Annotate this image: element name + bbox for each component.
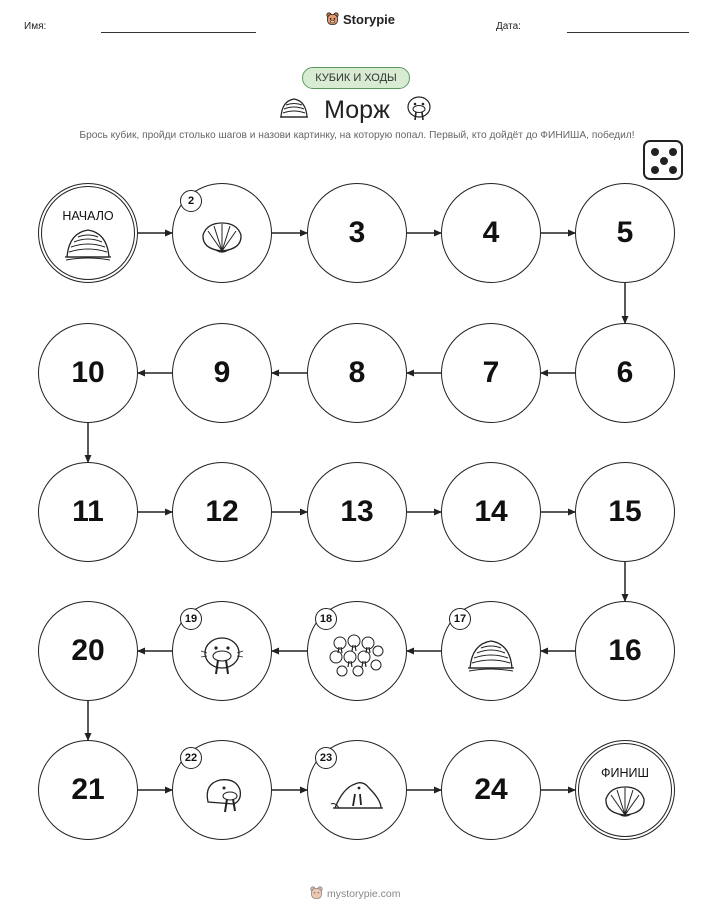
cell-number: 7 <box>482 356 500 389</box>
board-cell-15 <box>575 462 675 562</box>
board-cell-24 <box>441 740 541 840</box>
cell-number: 16 <box>608 634 642 667</box>
seaweed-icon <box>63 225 113 263</box>
shell-icon <box>602 783 648 819</box>
cell-number-badge: 22 <box>180 747 202 769</box>
cell-number: 6 <box>616 356 634 389</box>
cell-number: 13 <box>340 495 374 528</box>
cell-number-badge: 17 <box>449 608 471 630</box>
board-cell-5 <box>575 183 675 283</box>
board-cell-13 <box>307 462 407 562</box>
footer-site: mystorypie.com <box>327 887 401 900</box>
cell-number: 20 <box>71 634 105 667</box>
footer <box>310 886 401 901</box>
board-cell-10 <box>38 323 138 423</box>
brand-name: Storypie <box>343 12 396 27</box>
cell-number-badge: 23 <box>315 747 337 769</box>
start-cell <box>38 183 138 283</box>
page-title: Морж <box>324 96 390 124</box>
name-label: Имя: <box>24 21 47 32</box>
board-cell-11 <box>38 462 138 562</box>
board-cell-16 <box>575 601 675 701</box>
cell-number: 21 <box>71 773 105 806</box>
cell-number: 11 <box>72 495 104 528</box>
cell-number-badge: 18 <box>315 608 337 630</box>
board-cell-21 <box>38 740 138 840</box>
shell-icon <box>199 219 245 255</box>
board-cell-9 <box>172 323 272 423</box>
cell-number: 8 <box>348 356 366 389</box>
board-cell-8 <box>307 323 407 423</box>
start-label: НАЧАЛО <box>62 209 114 223</box>
walrus-head-icon <box>200 774 244 814</box>
cell-number: 5 <box>616 216 634 249</box>
board-cell-6 <box>575 323 675 423</box>
cell-number: 3 <box>348 216 366 249</box>
bear-logo-icon <box>310 886 323 901</box>
finish-cell <box>575 740 675 840</box>
cell-number-badge: 2 <box>180 190 202 212</box>
cell-number: 15 <box>608 495 642 528</box>
instructions: Брось кубик, пройди столько шагов и назови картинку, на которую попал. Первый, кто дойдёт до ФИНИША, победил! <box>79 130 635 141</box>
cell-number: 4 <box>482 216 500 249</box>
cell-number-badge: 19 <box>180 608 202 630</box>
board-cell-20 <box>38 601 138 701</box>
seaweed-icon <box>466 636 516 674</box>
walrus-face-icon <box>199 633 245 677</box>
date-label: Дата: <box>496 21 521 32</box>
finish-label: ФИНИШ <box>601 766 649 780</box>
cell-number: 14 <box>474 495 508 528</box>
board-cell-3 <box>307 183 407 283</box>
walrus-icon <box>329 774 385 814</box>
cell-number: 24 <box>474 773 508 806</box>
cell-number: 12 <box>205 495 239 528</box>
board-cell-4 <box>441 183 541 283</box>
board-cell-14 <box>441 462 541 562</box>
board-cell-12 <box>172 462 272 562</box>
board-cell-7 <box>441 323 541 423</box>
game-type-badge: КУБИК И ХОДЫ <box>302 67 410 89</box>
cell-number: 9 <box>213 356 231 389</box>
cell-number: 10 <box>71 356 105 389</box>
walrus-herd-icon <box>328 631 386 679</box>
